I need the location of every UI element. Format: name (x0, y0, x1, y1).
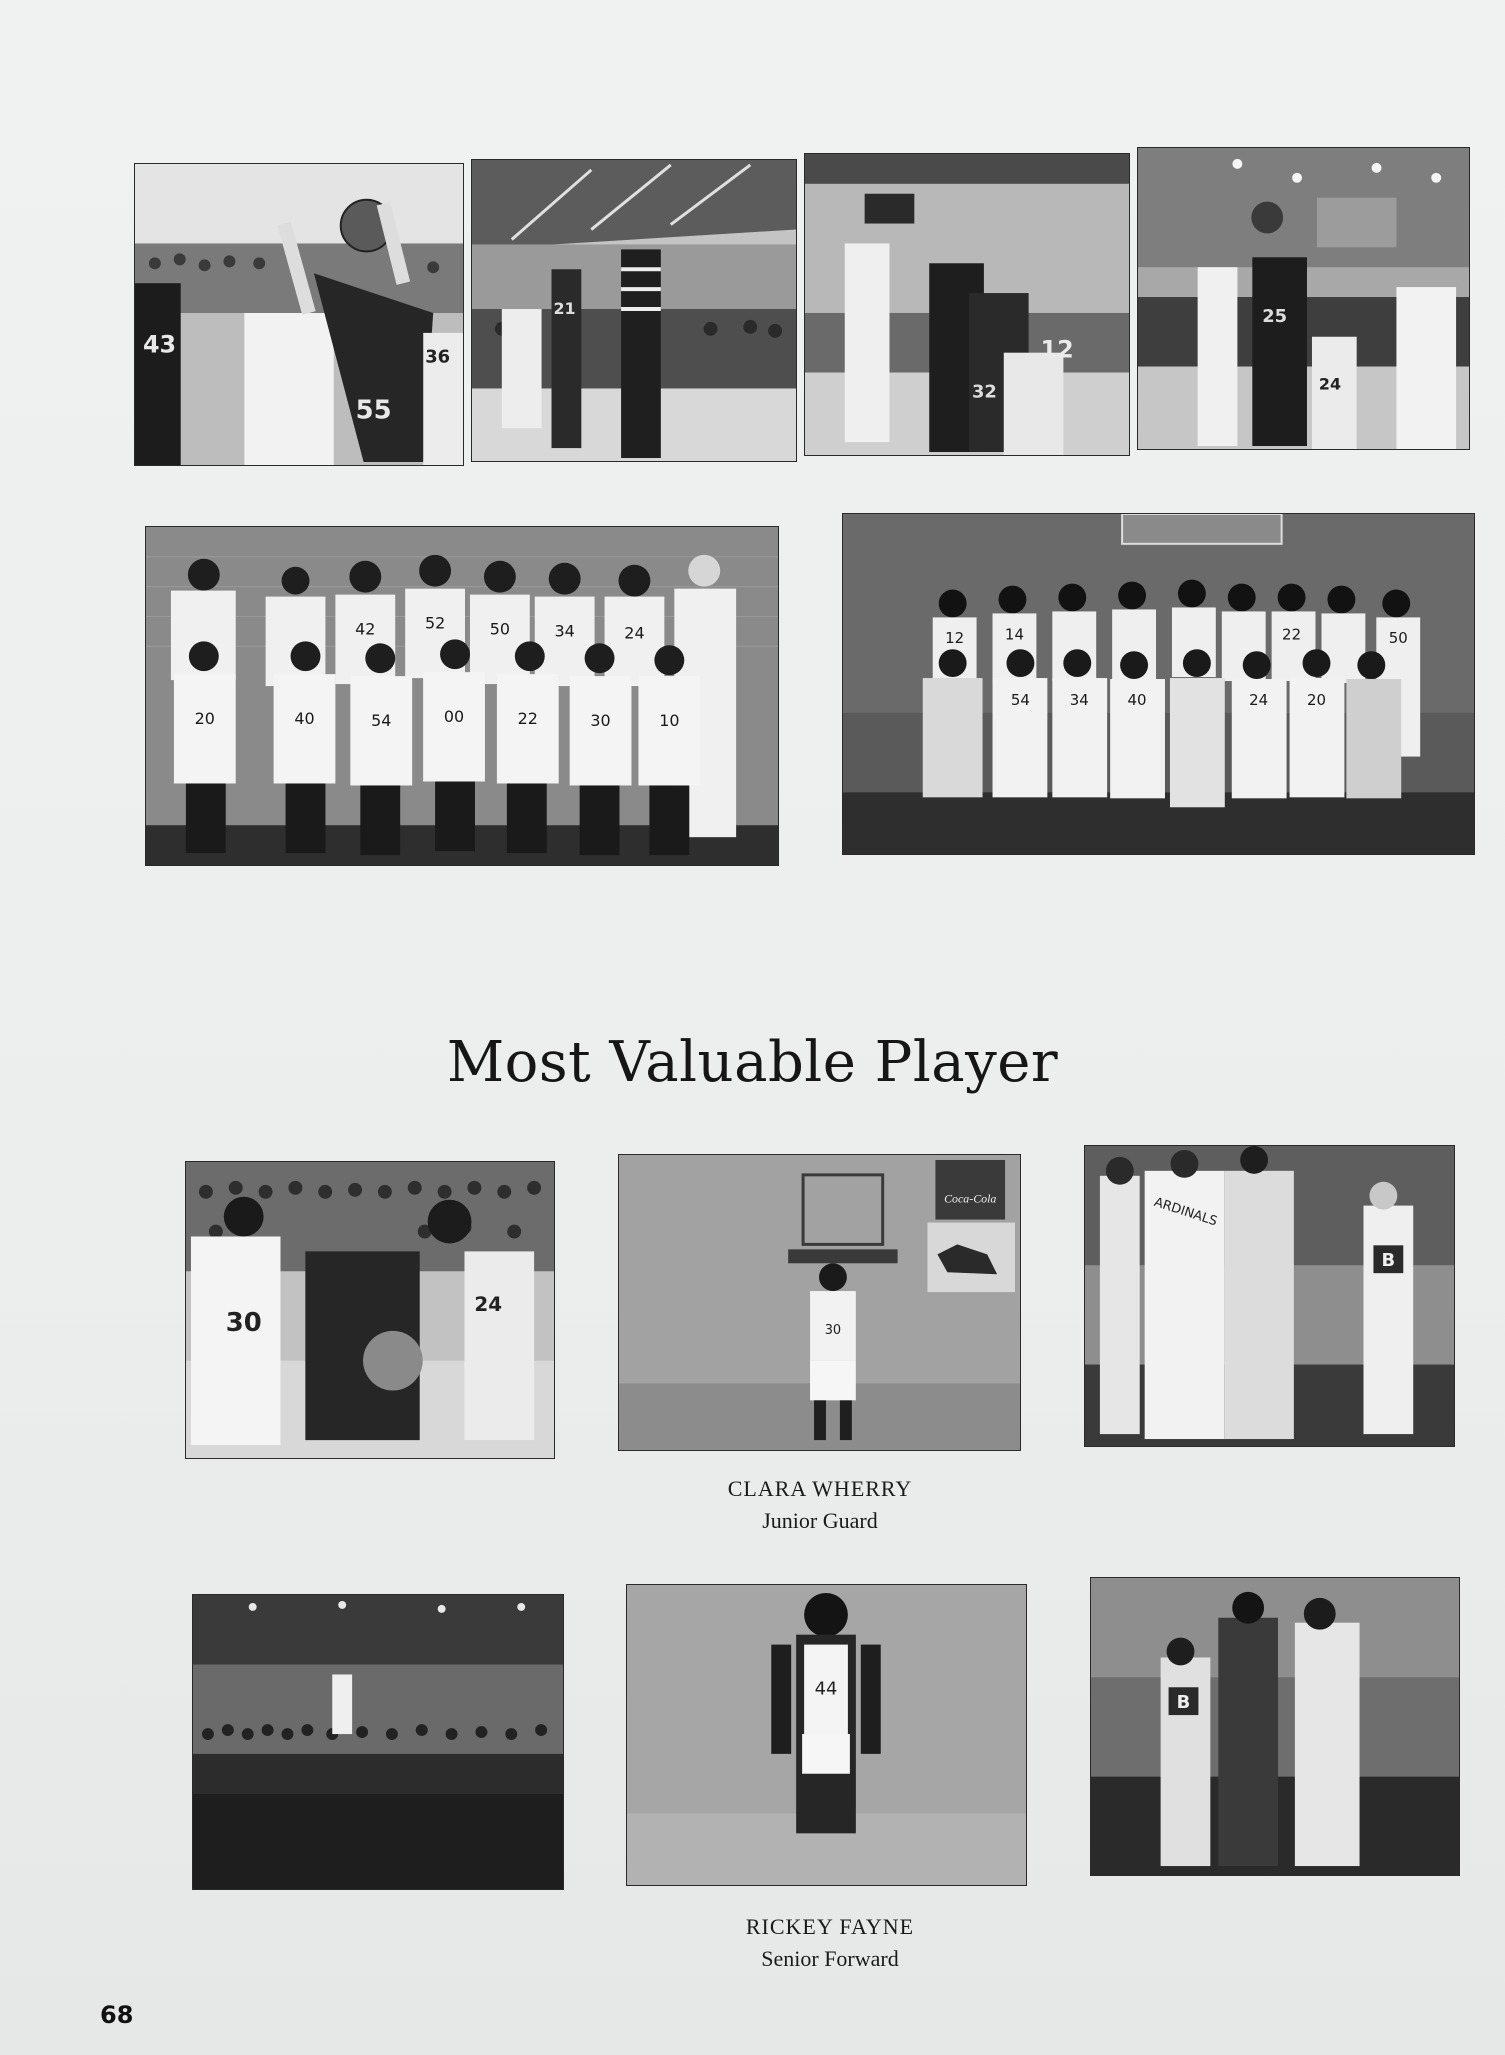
jersey-number: 34 (554, 621, 575, 641)
jersey-number: 42 (355, 619, 376, 639)
action-photo-2 (471, 159, 797, 462)
jersey-number: 12 (1040, 335, 1074, 364)
award-ceremony-photo-1 (1084, 1145, 1455, 1447)
jersey-number: 21 (553, 298, 576, 318)
jersey-number: 24 (1249, 690, 1269, 709)
jersey-number: 52 (424, 613, 446, 633)
jersey-number: 32 (971, 381, 997, 403)
award-ceremony-photo-2 (1090, 1577, 1460, 1876)
page-number: 68 (100, 2001, 134, 2029)
jersey-number: 43 (142, 330, 177, 359)
letter-badge: B (1176, 1692, 1191, 1714)
jersey-number: 22 (1282, 625, 1302, 644)
mvp-rickey-photo (626, 1584, 1027, 1886)
jersey-number: 54 (1010, 690, 1030, 709)
jersey-number: 24 (1318, 374, 1342, 394)
jersey-number: 34 (1069, 690, 1089, 709)
jersey-number: 24 (474, 1293, 503, 1316)
jersey-number: 22 (517, 708, 538, 728)
jersey-number: 44 (814, 1678, 838, 1700)
jersey-number: 20 (194, 708, 215, 728)
jacket-text: ARDINALS (1152, 1194, 1219, 1230)
letter-badge: B (1381, 1250, 1396, 1272)
jersey-number: 00 (443, 706, 465, 726)
player-position: Senior Forward (761, 1946, 899, 1971)
boys-team-photo (145, 526, 779, 866)
mvp-action-photo (185, 1161, 555, 1459)
player-name: CLARA WHERRY (727, 1476, 913, 1501)
action-photo-4 (1137, 147, 1470, 450)
jersey-number: 30 (225, 1307, 262, 1338)
jersey-number: 12 (945, 629, 965, 648)
mvp-caption-rickey (650, 1914, 1010, 1972)
coca-cola-sign: Coca-Cola (944, 1191, 997, 1206)
jersey-number: 30 (590, 710, 611, 730)
mvp-caption-clara (640, 1476, 1000, 1534)
jersey-number: 54 (371, 710, 392, 730)
jersey-number: 40 (1127, 690, 1147, 709)
jersey-number: 50 (1388, 629, 1408, 648)
player-position: Junior Guard (762, 1508, 878, 1533)
jersey-number: 25 (1262, 305, 1288, 327)
girls-team-photo (842, 513, 1475, 855)
page-heading: Most Valuable Player (446, 1030, 1059, 1095)
jersey-number: 36 (425, 346, 451, 368)
jersey-number: 10 (659, 710, 680, 730)
jersey-number: 20 (1306, 690, 1327, 709)
jersey-number: 14 (1004, 625, 1024, 644)
jersey-number: 30 (824, 1322, 842, 1338)
action-photo-1 (134, 163, 464, 466)
player-name: RICKEY FAYNE (745, 1914, 915, 1939)
jersey-number: 40 (294, 708, 315, 728)
mvp-clara-photo (618, 1154, 1021, 1451)
game-crowd-photo (192, 1594, 564, 1890)
jersey-number: 50 (489, 619, 511, 639)
jersey-number: 55 (355, 395, 392, 426)
action-photo-3 (804, 153, 1130, 456)
jersey-number: 24 (624, 623, 645, 643)
